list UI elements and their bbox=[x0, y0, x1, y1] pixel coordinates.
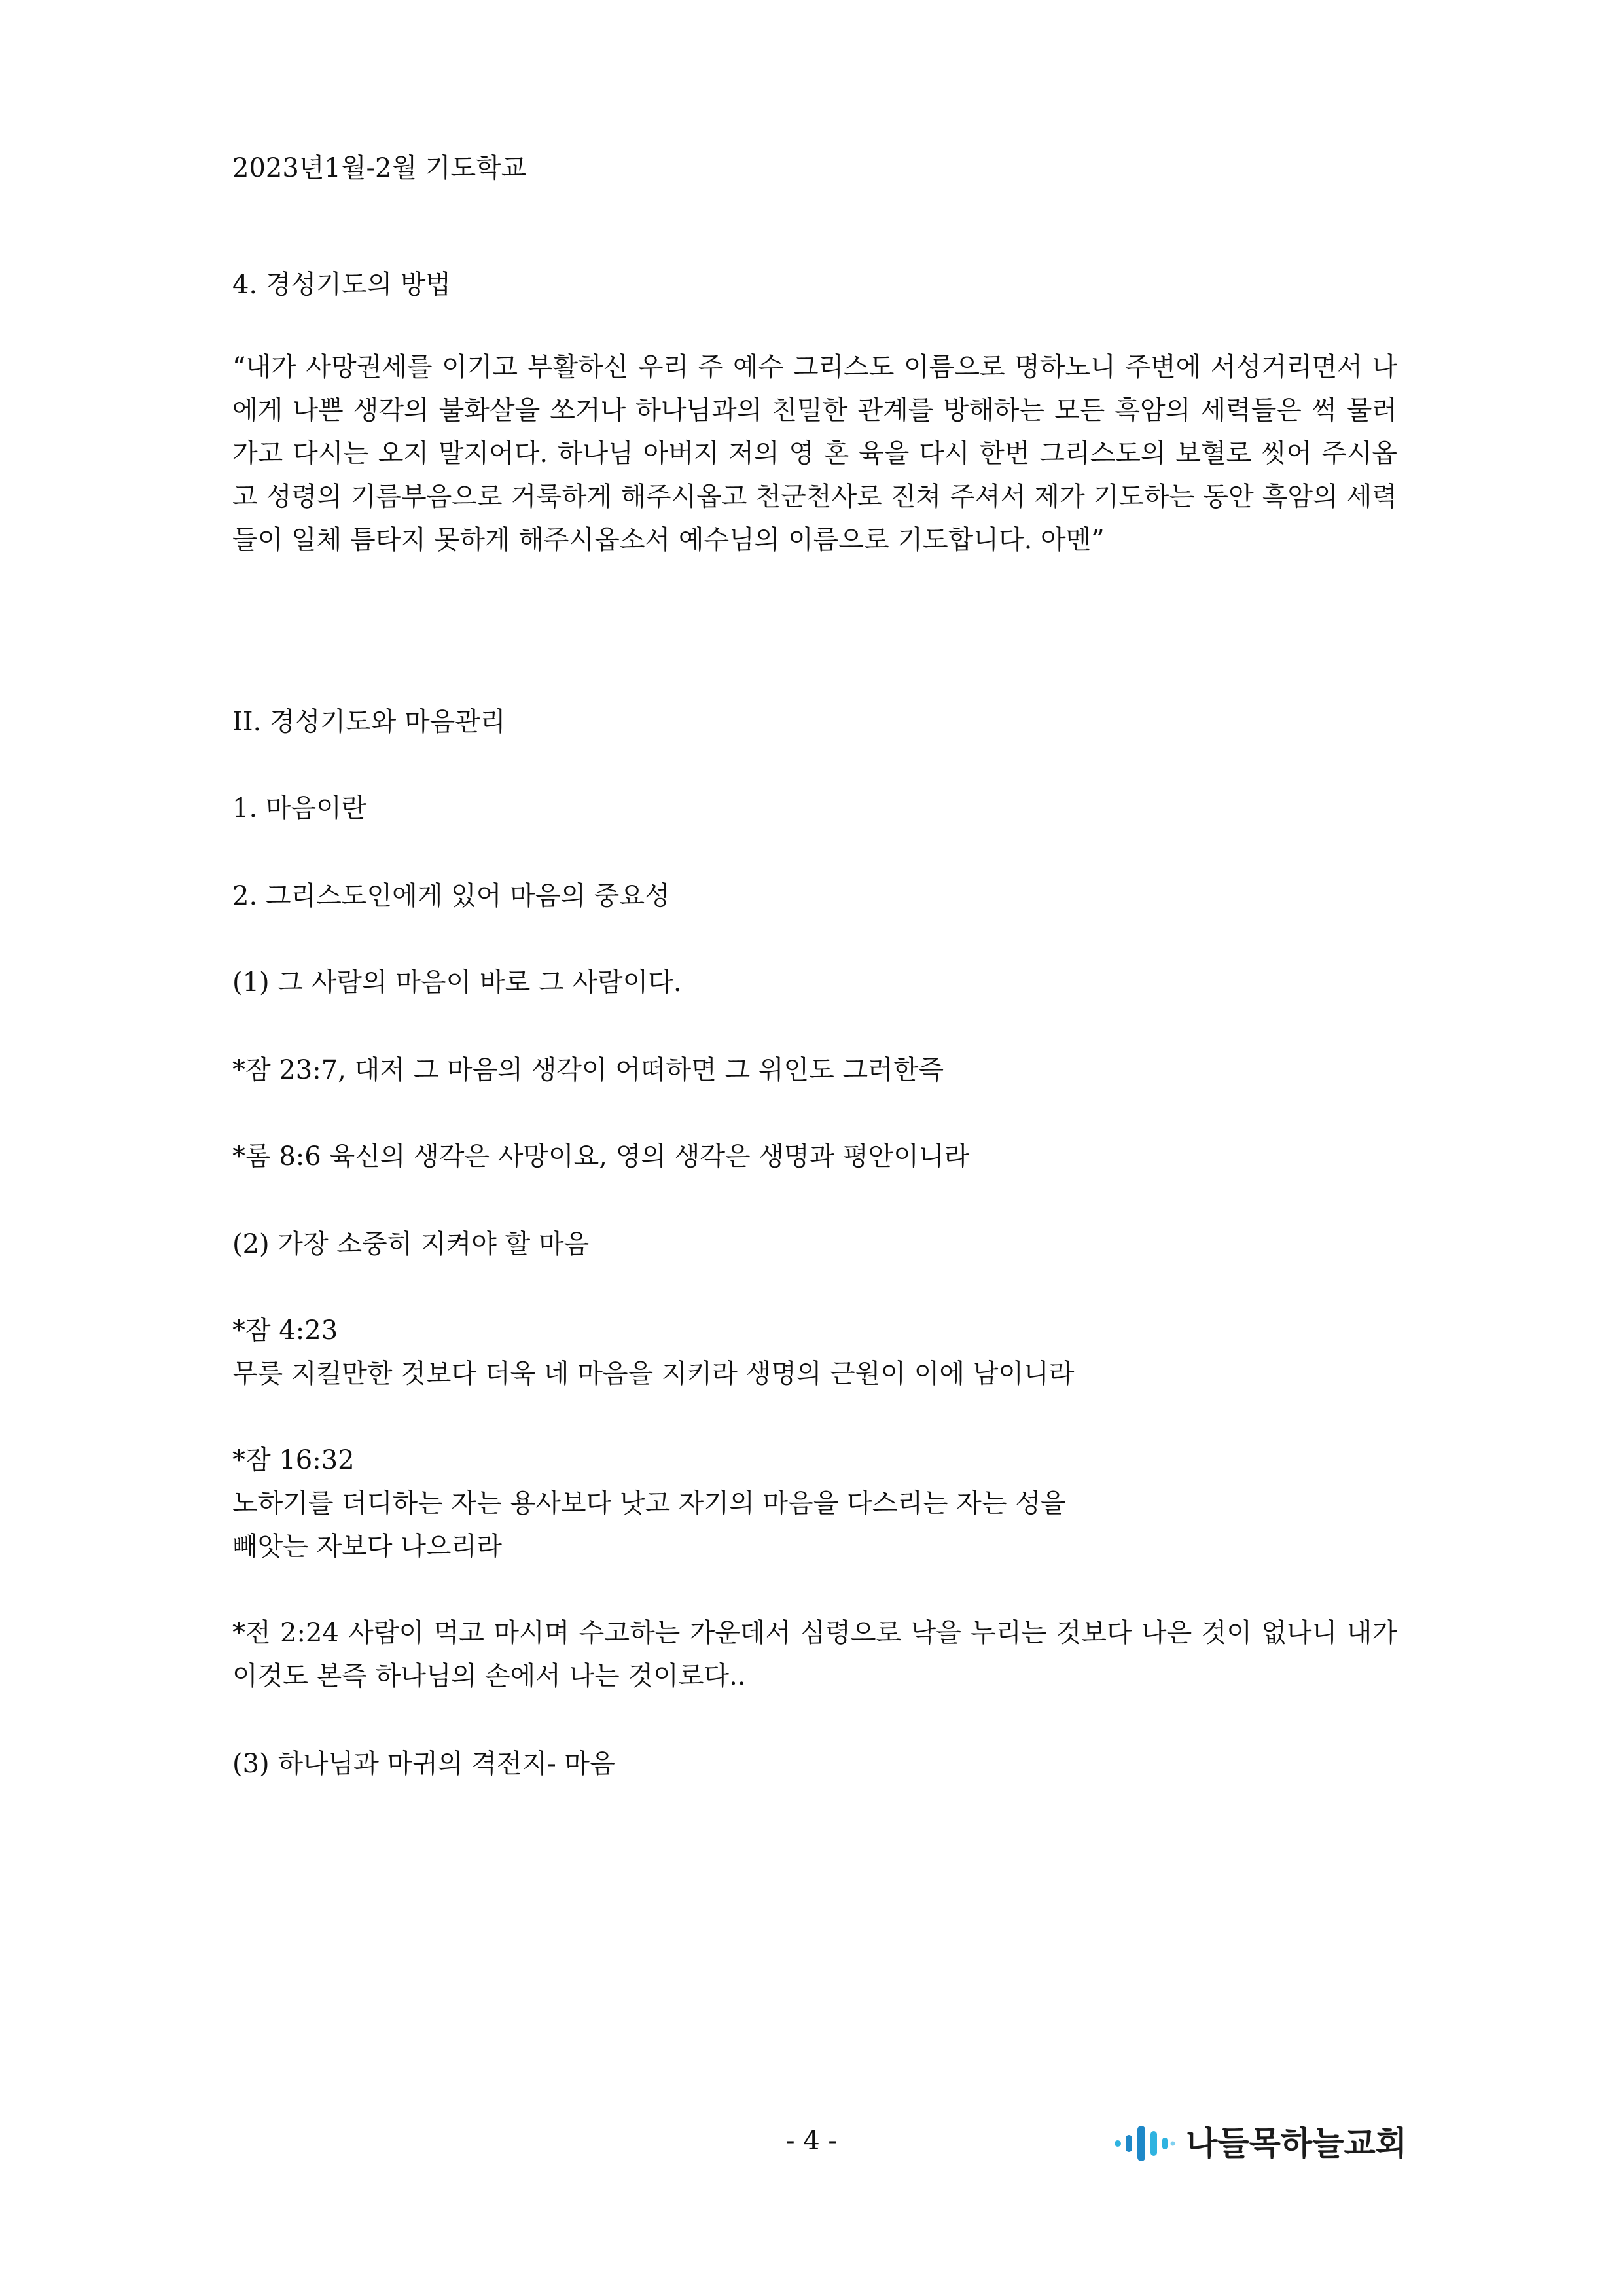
running-header: 2023년1월-2월 기도학교 bbox=[232, 153, 527, 183]
page-number: - 4 - bbox=[786, 2126, 837, 2156]
verse-reference: *잠 16:32 bbox=[232, 1445, 355, 1475]
dots-cross-icon bbox=[1113, 2122, 1175, 2165]
verse-text: *롬 8:6 육신의 생각은 사망이요, 영의 생각은 생명과 평안이니라 bbox=[232, 1141, 970, 1172]
part-heading: II. 경성기도와 마음관리 bbox=[232, 707, 506, 737]
verse-text: 노하기를 더디하는 자는 용사보다 낫고 자기의 마음을 다스리는 자는 성을 bbox=[232, 1488, 1066, 1518]
verse-text: 무릇 지킬만한 것보다 더욱 네 마음을 지키라 생명의 근원이 이에 남이니라 bbox=[232, 1359, 1075, 1389]
verse-text: 빼앗는 자보다 나으리라 bbox=[232, 1532, 502, 1562]
verse-paragraph: *전 2:24 사람이 먹고 마시며 수고하는 가운데서 심령으로 낙을 누리는 것보다 나은 것이 없나니 내가 이것도 본즉 하나님의 손에서 나는 것이로다.. bbox=[232, 1618, 1397, 1691]
section-heading: 4. 경성기도의 방법 bbox=[232, 270, 452, 300]
verse-text: *잠 23:7, 대저 그 마음의 생각이 어떠하면 그 위인도 그러한즉 bbox=[232, 1055, 944, 1085]
list-item: 1. 마음이란 bbox=[232, 793, 367, 823]
subheading: (1) 그 사람의 마음이 바로 그 사람이다. bbox=[232, 967, 682, 997]
prayer-paragraph: “내가 사망권세를 이기고 부활하신 우리 주 예수 그리스도 이름으로 명하노니 주변에 서성거리면서 나에게 나쁜 생각의 불화살을 쏘거나 하나님과의 친밀한 관계를 방해하는 모든 흑암의 세력들은 썩 물러가고 다시는 오지 말지어다. 하나님 아버지 저의 영 혼 육을 다시 한번 그리스도의 보혈로 씻어 주시옵고 성령의 기름부음으로 거룩하게 해주시옵고 천군천사로 진쳐 주셔서 제가 기도하는 동안 흑암의 세력들이 일체 틈타지 못하게 해주시옵소서 예수님의 이름으로 기도합니다. 아멘” bbox=[232, 352, 1397, 555]
subheading: (2) 가장 소중히 지켜야 할 마음 bbox=[232, 1229, 590, 1259]
verse-reference: *잠 4:23 bbox=[232, 1316, 338, 1346]
list-item: 2. 그리스도인에게 있어 마음의 중요성 bbox=[232, 881, 670, 911]
church-name: 나들목하늘교회 bbox=[1186, 2125, 1408, 2162]
subheading: (3) 하나님과 마귀의 격전지- 마음 bbox=[232, 1749, 615, 1779]
church-logo bbox=[1113, 2121, 1407, 2166]
